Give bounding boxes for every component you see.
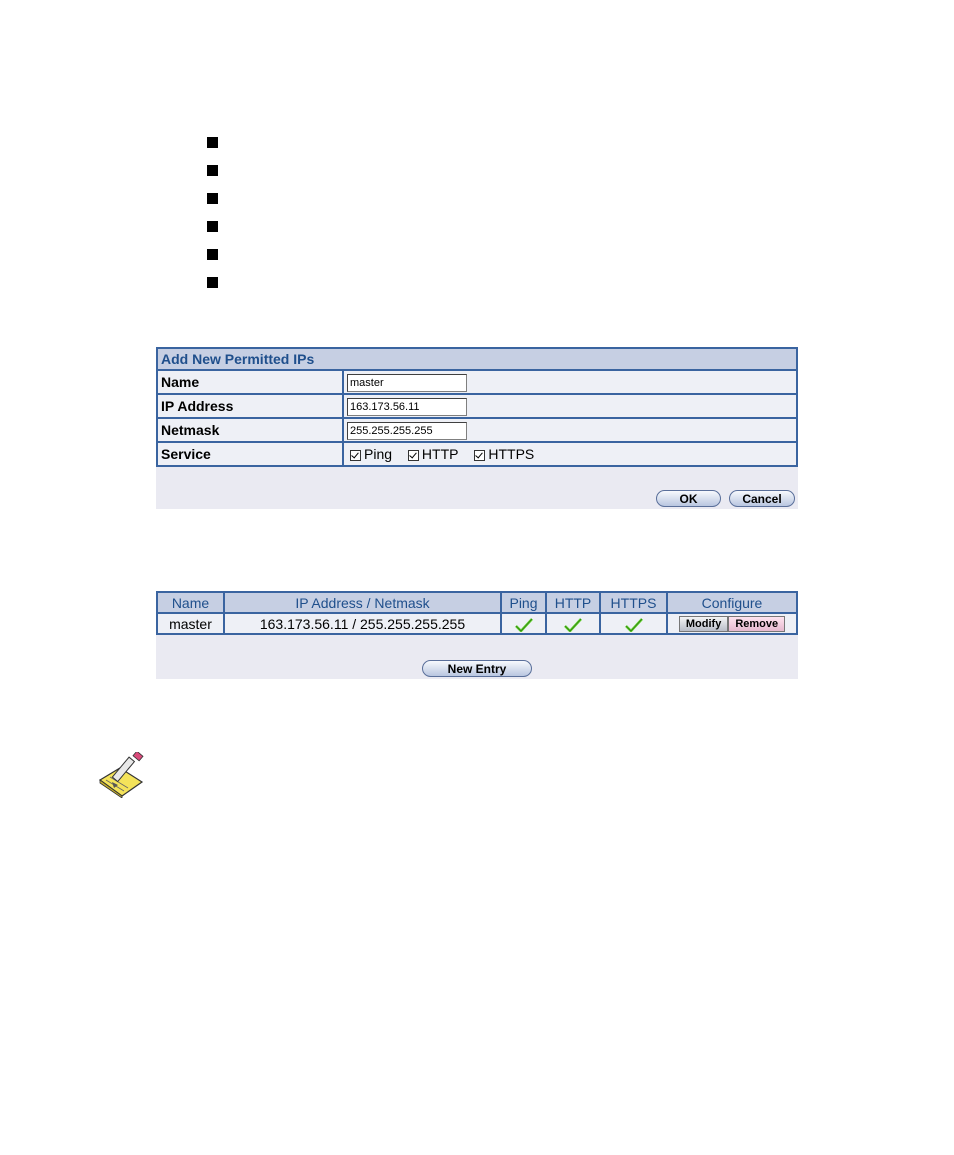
permitted-ips-list-panel xyxy=(156,591,798,679)
add-permitted-ips-form xyxy=(156,347,798,467)
bullet-marker xyxy=(207,249,218,260)
bullet-marker xyxy=(207,277,218,288)
name-label: Name xyxy=(157,370,343,394)
check-icon xyxy=(515,618,533,632)
new-entry-button[interactable]: New Entry xyxy=(422,660,532,677)
service-label: Service xyxy=(157,442,343,466)
table-row xyxy=(157,613,797,634)
bullet-marker xyxy=(207,193,218,204)
col-ping: Ping xyxy=(501,592,546,613)
service-ping[interactable] xyxy=(347,446,392,462)
netmask-input[interactable] xyxy=(347,422,467,440)
row-ip-netmask: 163.173.56.11 / 255.255.255.255 xyxy=(224,613,501,634)
add-permitted-ips-panel xyxy=(156,347,798,509)
https-enabled-cell xyxy=(600,613,667,634)
check-icon xyxy=(625,618,643,632)
ip-address-input[interactable] xyxy=(347,398,467,416)
col-name: Name xyxy=(157,592,224,613)
bullet-list xyxy=(207,137,218,305)
col-https: HTTPS xyxy=(600,592,667,613)
name-input[interactable] xyxy=(347,374,467,392)
https-checkbox[interactable] xyxy=(474,450,485,461)
http-checkbox[interactable] xyxy=(408,450,419,461)
col-ip-netmask: IP Address / Netmask xyxy=(224,592,501,613)
check-icon xyxy=(564,618,582,632)
col-http: HTTP xyxy=(546,592,600,613)
https-label: HTTPS xyxy=(488,446,535,462)
service-http[interactable] xyxy=(405,446,459,462)
bullet-marker xyxy=(207,221,218,232)
col-configure: Configure xyxy=(667,592,797,613)
remove-button[interactable]: Remove xyxy=(728,616,785,632)
form-title: Add New Permitted IPs xyxy=(157,348,797,370)
permitted-ips-table xyxy=(156,591,798,635)
bullet-marker xyxy=(207,165,218,176)
ping-label: Ping xyxy=(364,446,393,462)
ip-address-label: IP Address xyxy=(157,394,343,418)
service-options xyxy=(343,442,797,466)
note-pencil-icon xyxy=(98,752,146,798)
ping-enabled-cell xyxy=(501,613,546,634)
bullet-marker xyxy=(207,137,218,148)
http-enabled-cell xyxy=(546,613,600,634)
netmask-label: Netmask xyxy=(157,418,343,442)
ok-button[interactable]: OK xyxy=(656,490,721,507)
cancel-button[interactable]: Cancel xyxy=(729,490,795,507)
ping-checkbox[interactable] xyxy=(350,450,361,461)
modify-button[interactable]: Modify xyxy=(679,616,728,632)
http-label: HTTP xyxy=(421,446,459,462)
service-https[interactable] xyxy=(471,446,534,462)
configure-cell xyxy=(667,613,797,634)
row-name: master xyxy=(157,613,224,634)
